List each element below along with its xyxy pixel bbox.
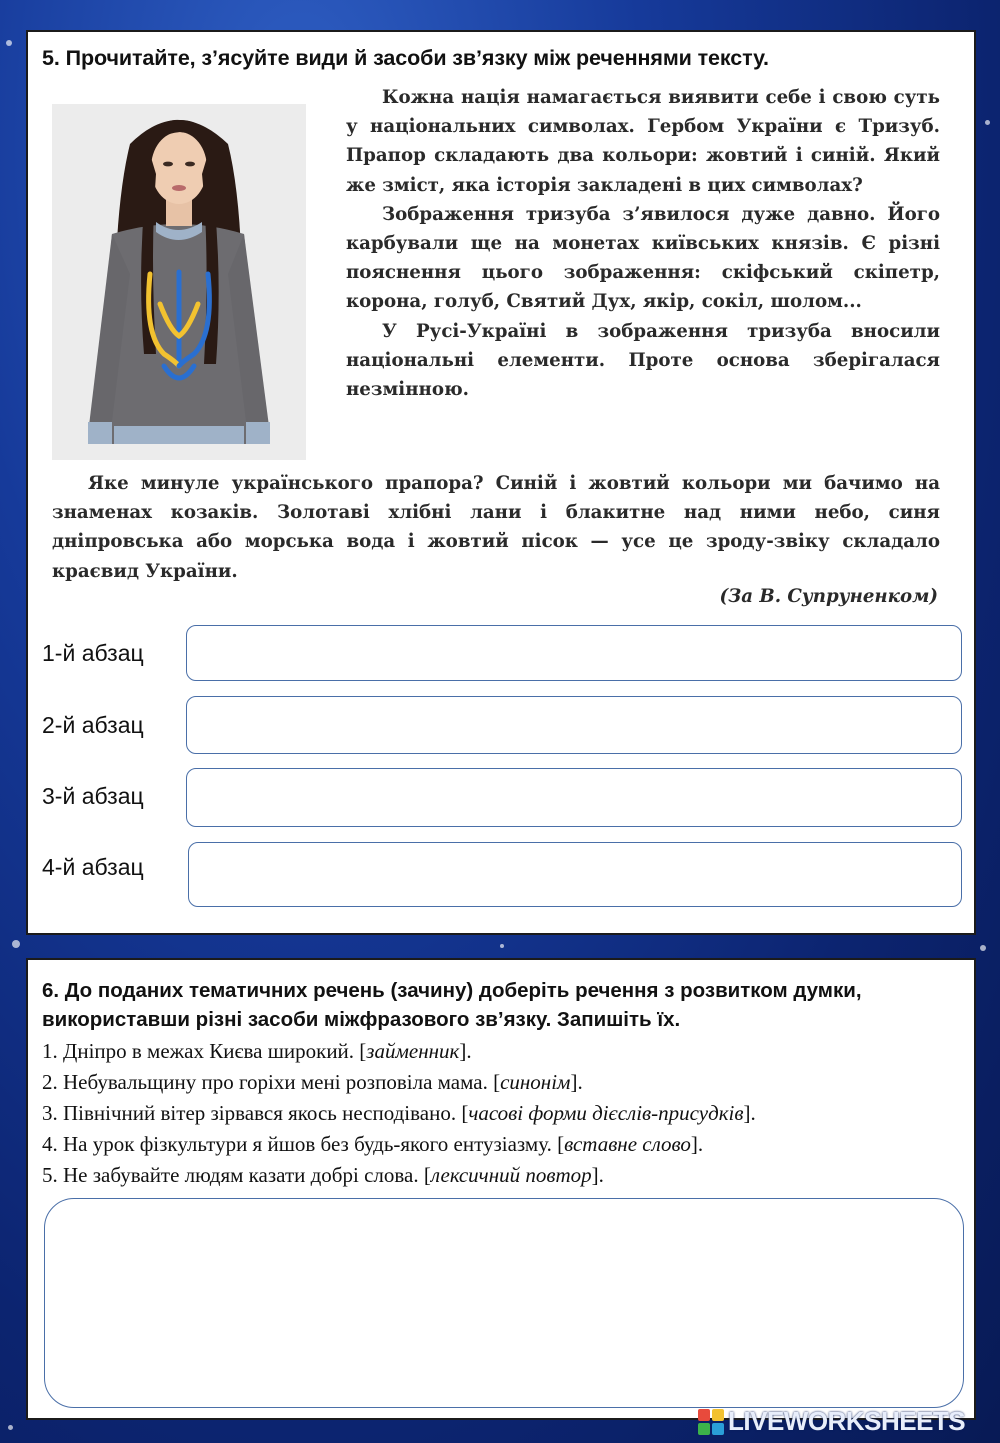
- sparkle: [980, 945, 986, 951]
- task-6-answer-textarea[interactable]: [44, 1198, 964, 1408]
- liveworksheets-logo-icon: [698, 1409, 724, 1435]
- reading-text-upper: [346, 83, 940, 404]
- sentence-text: 3. Північний вітер зірвався якось несподівано. [: [42, 1101, 469, 1125]
- text-paragraph-4: Яке минуле українського прапора? Синій і жовтий кольори ми бачимо на знаменах козаків. Золотаві хлібні лани і блакитне над ними небо, синя дніпровська або морська вода і жовтий пісок — усе це зроду-звіку складало краєвид України.: [52, 473, 940, 582]
- sparkle: [985, 120, 990, 125]
- sentence-hint: займенник: [366, 1039, 460, 1063]
- sparkle: [12, 940, 20, 948]
- task-6-title: 6. До поданих тематичних речень (зачину) доберіть речення з розвитком думки, використавши різні засоби міжфразового зв’язку. Запишіть їх.: [42, 979, 862, 1031]
- sparkle: [8, 1425, 13, 1430]
- sentence-text: 5. Не забувайте людям казати добрі слова. [: [42, 1163, 431, 1187]
- sentence-end: ].: [690, 1132, 704, 1156]
- thematic-sentence-2: [42, 1067, 756, 1098]
- thematic-sentence-4: [42, 1129, 756, 1160]
- paragraph-2-answer-input[interactable]: [186, 696, 962, 754]
- photo-illustration: [52, 104, 306, 460]
- text-attribution: (За В. Супруненком): [719, 586, 938, 607]
- sentence-end: ].: [570, 1070, 583, 1094]
- task-6-panel: [26, 958, 976, 1420]
- thematic-sentence-3: [42, 1098, 756, 1129]
- woman-in-tryzub-sweater-photo: [52, 104, 306, 460]
- paragraph-1-answer-input[interactable]: [186, 625, 962, 681]
- text-paragraph-3: У Русі-Україні в зображення тризуба вносили національні елементи. Проте основа зберігалася незмінною.: [346, 320, 940, 401]
- sentence-hint: вставне слово: [564, 1132, 691, 1156]
- paragraph-2-label: 2-й абзац: [42, 712, 144, 738]
- task-5-panel: [26, 30, 976, 935]
- sentence-text: 2. Небувальщину про горіхи мені розповіла мама. [: [42, 1070, 501, 1094]
- paragraph-3-answer-input[interactable]: [186, 768, 962, 827]
- text-paragraph-2: Зображення тризуба з’явилося дуже давно. Його карбували ще на монетах київських князів. Є різні пояснення цього зображення: скіфський скіпетр, корона, голуб, Святий Дух, якір, сокіл, шолом...: [346, 203, 940, 313]
- sentence-hint: часові форми дієслів-присудків: [468, 1101, 744, 1125]
- paragraph-1-label: 1-й абзац: [42, 640, 144, 666]
- sentence-hint: лексичний повтор: [430, 1163, 592, 1187]
- liveworksheets-brand-text: LIVEWORKSHEETS: [728, 1406, 966, 1436]
- sentence-hint: синонім: [500, 1070, 571, 1094]
- paragraph-3-label: 3-й абзац: [42, 783, 144, 809]
- text-paragraph-1: Кожна нація намагається виявити себе і свою суть у національних символах. Гербом України є Тризуб. Прапор складають два кольори: жовтий і синій. Який же зміст, яка історія закладені в цих символах?: [346, 87, 940, 196]
- sentence-text: 4. На урок фізкультури я йшов без будь-якого ентузіазму. [: [42, 1132, 565, 1156]
- paragraph-4-label: 4-й абзац: [42, 854, 144, 880]
- sparkle: [6, 40, 12, 46]
- sentence-end: ].: [591, 1163, 604, 1187]
- sparkle: [500, 944, 504, 948]
- thematic-sentence-5: [42, 1160, 756, 1191]
- sentence-end: ].: [459, 1039, 472, 1063]
- thematic-sentences-list: [42, 1036, 756, 1191]
- thematic-sentence-1: [42, 1036, 756, 1067]
- reading-text-lower: [52, 469, 940, 586]
- liveworksheets-brand: [698, 1406, 965, 1437]
- sentence-text: 1. Дніпро в межах Києва широкий. [: [42, 1039, 367, 1063]
- paragraph-4-answer-input[interactable]: [188, 842, 962, 907]
- sentence-end: ].: [743, 1101, 756, 1125]
- task-5-title: 5. Прочитайте, з’ясуйте види й засоби зв’язку між реченнями тексту.: [42, 46, 769, 70]
